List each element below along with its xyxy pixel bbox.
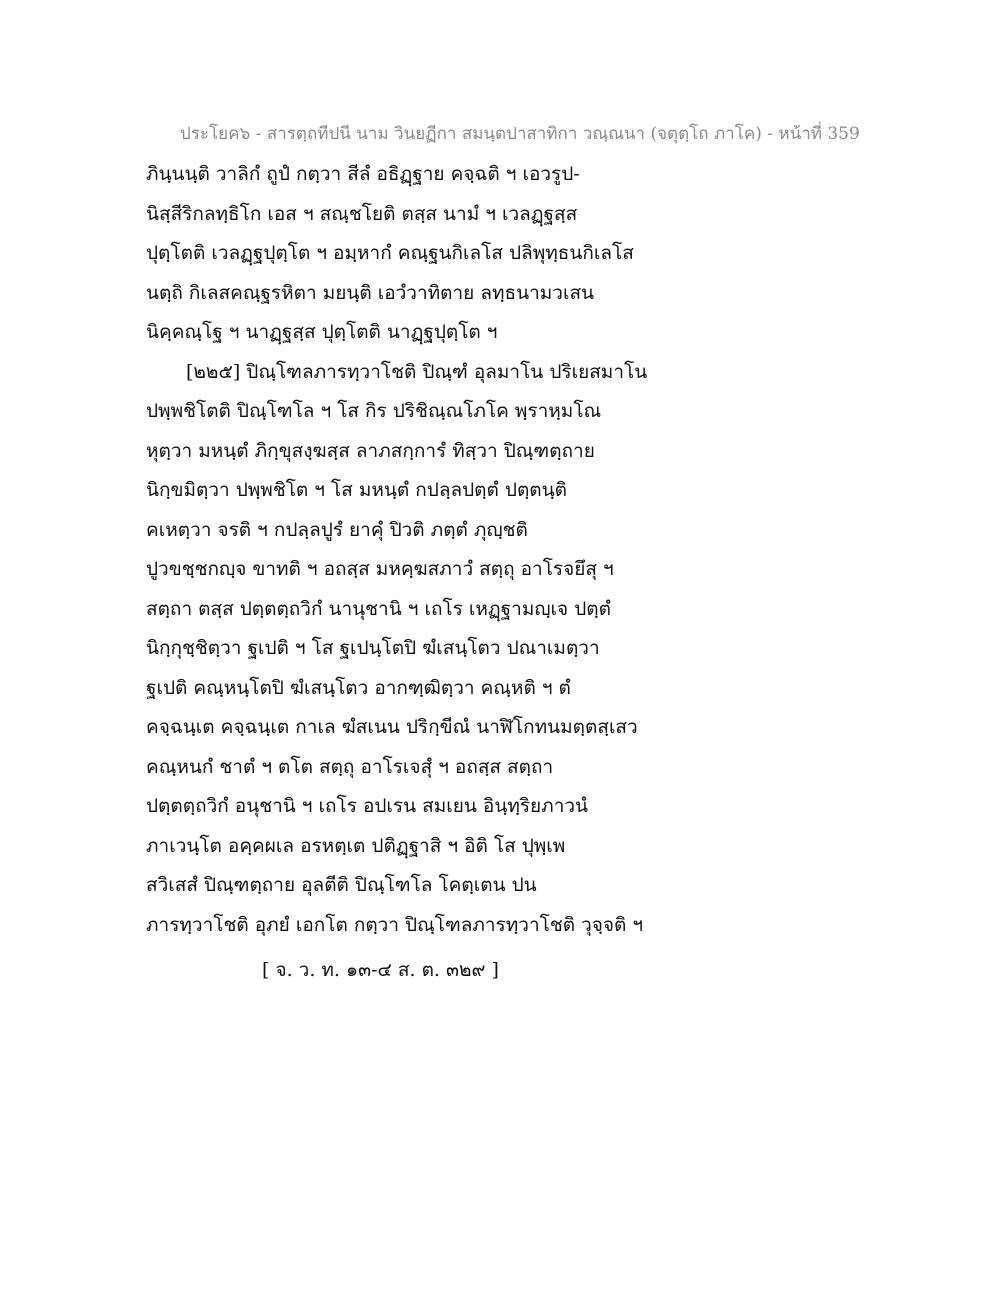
text-line-14: ฐเปติ คณฺหนฺโตปิ ฆํเสนฺโตว อากฑฺฒิตฺวา คณฺหติ ฯ ตํ xyxy=(146,676,571,699)
text-line-4: นตฺถิ กิเลสคณฺฐรหิตา มยนฺติ เอวํวาทิตาย ลทฺธนามวเสน xyxy=(146,281,595,304)
text-line-9: นิกฺขมิตฺวา ปพฺพชิโต ฯ โส มหนฺตํ กปลฺลปตฺตํ ปตฺตนฺติ xyxy=(146,479,567,501)
text-line-1: ภินฺนนฺติ วาลิกํ ถูปํ กตฺวา สีลํ อธิฏฺฐาย คจฺฉติ ฯ เอวรูป- xyxy=(146,163,580,185)
text-line-18: ภาเวนฺโต อคฺคผเล อรหตฺเต ปติฏฺฐาสิ ฯ อิติ โส ปุพฺเพ xyxy=(146,834,566,857)
page-header: ประโยค๖ - สารตฺถทีปนี นาม วินยฏีกา สมนฺตปาสาทิกา วณฺณนา (จตุตฺโถ ภาโค) - หน้าที่ 359 xyxy=(180,124,860,144)
text-line-16: คณฺหนกํ ชาตํ ฯ ตโต สตฺถุ อาโรเจสุํ ฯ อถสฺส สตฺถา xyxy=(146,755,554,778)
text-line-10: คเหตฺวา จรติ ฯ กปลฺลปูรํ ยาคุํ ปิวติ ภตฺตํ ภุญฺชติ xyxy=(146,518,528,541)
text-line-3: ปุตฺโตติ เวลฏฺฐปุตฺโต ฯ อมฺหากํ คณฺฐนกิเลโส ปลิพุทฺธนกิเลโส xyxy=(146,242,634,264)
text-line-11: ปูวขชฺชกญฺจ ขาทติ ฯ อถสฺส มหคฺฆสภาวํ สตฺถุ อาโรจยึสุ ฯ xyxy=(146,558,614,580)
source-reference: [ จ. ว. ท. ๑๓-๔ ส. ต. ๓๒๙ ] xyxy=(262,959,499,981)
text-line-8: หุตฺวา มหนฺตํ ภิกฺขุสงฺฆสฺส ลาภสกฺการํ ทิสฺวา ปิณฺฑตฺถาย xyxy=(146,439,595,462)
text-line-12: สตฺถา ตสฺส ปตฺตตฺถวิกํ นานุชานิ ฯ เถโร เหฏฺฐามญฺเจ ปตฺตํ xyxy=(146,597,611,620)
text-line-7: ปพฺพชิโตติ ปิณฺโฑโล ฯ โส กิร ปริชิณฺณโภโค พฺราหฺมโณ xyxy=(146,400,602,422)
text-line-20: ภารทฺวาโชติ อุภยํ เอกโต กตฺวา ปิณฺโฑลภารทฺวาโชติ วุจฺจติ ฯ xyxy=(146,913,644,936)
text-line-5: นิคฺคณฺโฐ ฯ นาฏฺฐสฺส ปุตฺโตติ นาฏฺฐปุตฺโต ฯ xyxy=(146,321,498,343)
text-line-15: คจฺฉนฺเต คจฺฉนฺเต กาเล ฆํสเนน ปริกฺขีณํ นาฬิโกทนมตฺตสฺเสว xyxy=(146,716,638,738)
body-text xyxy=(146,155,706,945)
text-line-13: นิกฺกุชฺชิตฺวา ฐเปติ ฯ โส ฐเปนฺโตปิ ฆํเสนฺโตว ปณาเมตฺวา xyxy=(146,637,600,659)
text-line-17: ปตฺตตฺถวิกํ อนุชานิ ฯ เถโร อปเรน สมเยน อินฺทฺริยภาวนํ xyxy=(146,795,589,817)
text-line-19: สวิเสสํ ปิณฺฑตฺถาย อุลตีติ ปิณฺโฑโล โคตฺเตน ปน xyxy=(146,874,537,896)
text-line-2: นิสฺสีริกลทฺธิโก เอส ฯ สณฺชโยติ ตสฺส นามํ ฯ เวลฏฺฐสฺส xyxy=(146,202,578,225)
paragraph-start-225: [๒๒๕] ปิณฺโฑลภารทฺวาโชติ ปิณฺฑํ อุลมาโน ปริเยสมาโน xyxy=(186,360,648,383)
